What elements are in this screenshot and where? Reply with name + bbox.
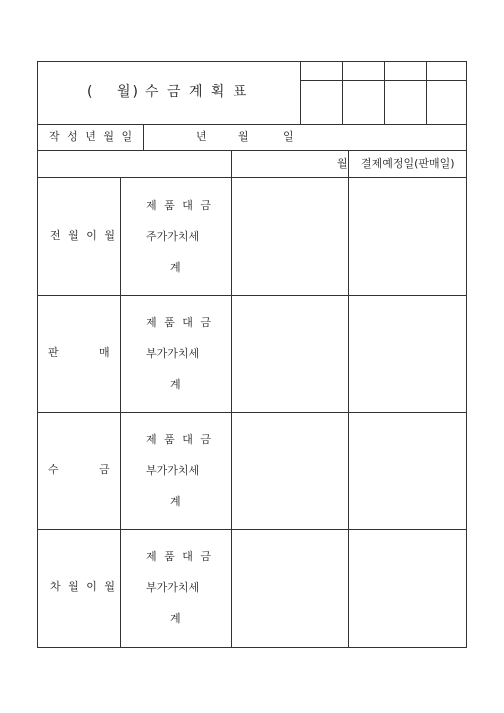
- item-vat: 주가가치세: [146, 230, 200, 243]
- item-product-price: 제 품 대 금: [146, 199, 213, 212]
- approval-row-divider: [300, 80, 467, 81]
- item-column-divider: [231, 150, 232, 648]
- label-column-divider: [120, 177, 121, 648]
- year-unit: 년: [196, 130, 207, 143]
- item-vat: 부가가치세: [146, 581, 200, 594]
- date-label-divider: [143, 124, 144, 150]
- approval-divider: [384, 61, 385, 124]
- item-total: 계: [170, 261, 181, 274]
- item-total: 계: [170, 495, 181, 508]
- month-unit: 월: [238, 130, 249, 143]
- section-label-collection-right: 금: [99, 463, 110, 476]
- item-vat: 부가가치세: [146, 347, 200, 360]
- item-total: 계: [170, 612, 181, 625]
- approval-divider: [426, 61, 427, 124]
- approval-divider: [342, 61, 343, 124]
- item-vat: 부가가치세: [146, 464, 200, 477]
- section-label-collection-left: 수: [48, 463, 59, 476]
- item-product-price: 제 품 대 금: [146, 316, 213, 329]
- section-label-sales-left: 판: [48, 346, 59, 359]
- section-rule: [37, 412, 467, 413]
- settlement-column-header: 결제예정일(판매일): [361, 157, 455, 170]
- page-title: 수 금 계 획 표: [145, 84, 249, 100]
- month-column-header: 월: [337, 157, 348, 170]
- section-label-sales-right: 매: [99, 346, 110, 359]
- date-rule: [37, 150, 467, 151]
- day-unit: 일: [283, 130, 294, 143]
- section-label-carryover-prev: 전 월 이 월: [50, 229, 117, 242]
- item-product-price: 제 품 대 금: [146, 433, 213, 446]
- written-date-label: 작 성 년 월 일: [49, 130, 135, 143]
- approval-divider: [300, 61, 301, 124]
- item-product-price: 제 품 대 금: [146, 550, 213, 563]
- item-total: 계: [170, 378, 181, 391]
- section-rule: [37, 295, 467, 296]
- section-label-carryover-next: 차 월 이 월: [50, 580, 117, 593]
- header-rule: [37, 124, 467, 125]
- section-rule: [37, 529, 467, 530]
- columns-rule: [37, 177, 467, 178]
- title-month: 월): [117, 84, 140, 100]
- month-column-divider: [348, 150, 349, 648]
- title-paren-open: (: [87, 84, 95, 100]
